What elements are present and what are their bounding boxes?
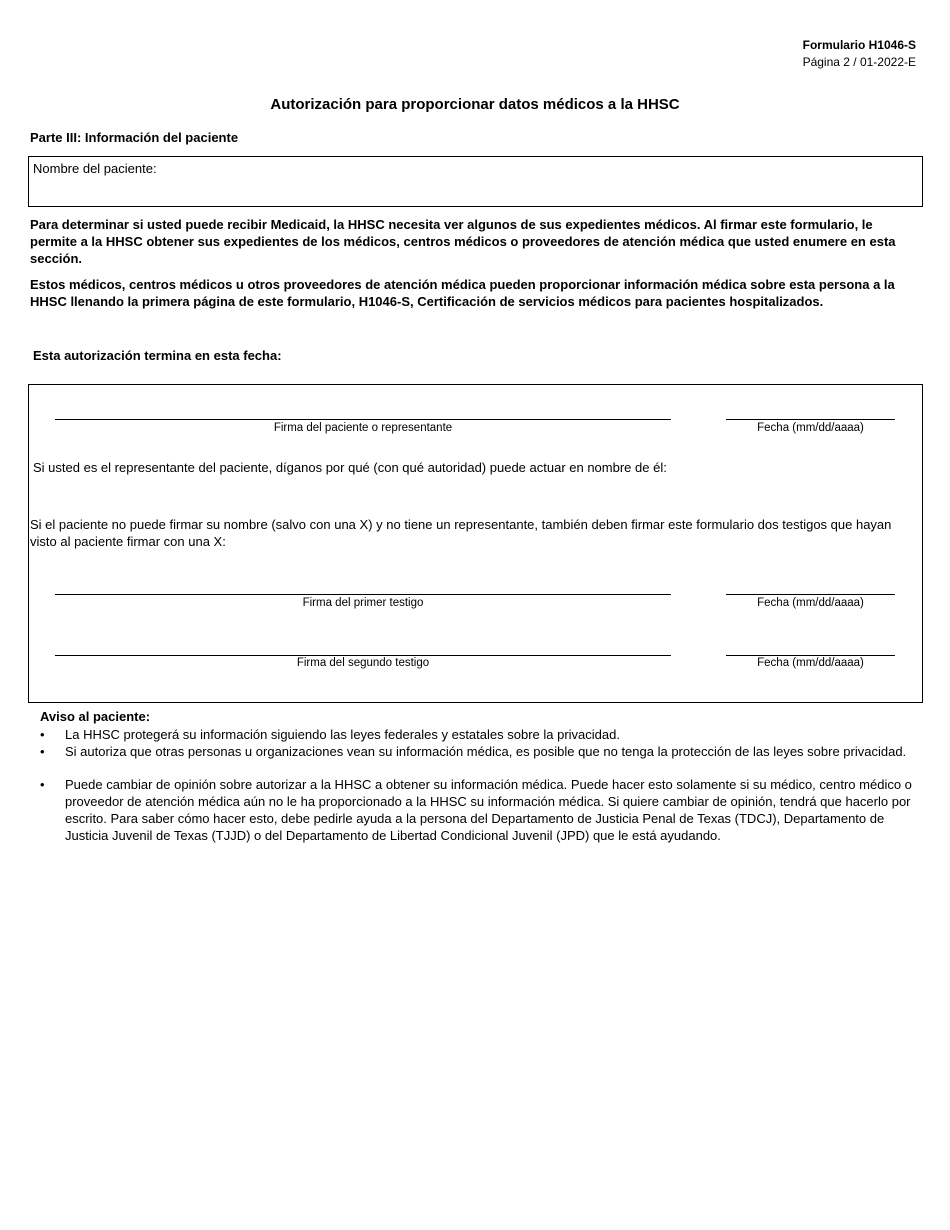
witness1-date-label: Fecha (mm/dd/aaaa) [757, 597, 864, 609]
witness1-date-line[interactable] [726, 594, 895, 595]
page-title: Autorización para proporcionar datos médicos a la HHSC [270, 96, 680, 113]
medicaid-paragraph: Para determinar si usted puede recibir Medicaid, la HHSC necesita ver algunos de sus expedientes médicos. Al firmar este formulario, le permite a la HHSC obtener sus expedientes de los médicos, centros médicos o proveedores de atención médica que usted enumere en esta sección. [30, 217, 896, 266]
notice-title: Aviso al paciente: [40, 709, 151, 724]
witness2-signature-line[interactable] [55, 655, 671, 656]
providers-paragraph: Estos médicos, centros médicos u otros proveedores de atención médica pueden proporcionar información médica sobre esta persona a la HHSC llenando la primera página de este formulario, H1046-S, Certificación de servicios médicos para pacientes hospitalizados. [30, 277, 895, 309]
patient-name-label: Nombre del paciente: [33, 161, 157, 176]
notice-item [40, 776, 920, 866]
patient-date-label: Fecha (mm/dd/aaaa) [757, 422, 864, 434]
form-id: Formulario H1046-S [802, 38, 916, 52]
notice-item [40, 743, 910, 777]
patient-signature-label: Firma del paciente o representante [273, 422, 453, 434]
patient-name-field[interactable] [28, 156, 923, 207]
notice-item-text: Si autoriza que otras personas u organizaciones vean su información médica, es posible que no tenga la protección de las leyes sobre privacidad. [65, 744, 907, 759]
section-heading: Parte III: Información del paciente [30, 130, 239, 145]
page-info: Página 2 / 01-2022-E [802, 55, 916, 69]
bullet-icon: • [40, 727, 45, 742]
notice-item [40, 726, 910, 743]
witness2-date-label: Fecha (mm/dd/aaaa) [757, 657, 864, 669]
patient-signature-line[interactable] [55, 419, 671, 420]
witness1-signature-line[interactable] [55, 594, 671, 595]
signature-section [28, 384, 923, 703]
bullet-icon: • [40, 777, 45, 792]
bullet-icon: • [40, 744, 45, 759]
representative-question: Si usted es el representante del paciente, díganos por qué (con qué autoridad) puede actuar en nombre de él: [33, 460, 667, 475]
patient-date-line[interactable] [726, 419, 895, 420]
witness2-signature-label: Firma del segundo testigo [296, 657, 430, 669]
witness2-date-line[interactable] [726, 655, 895, 656]
expiration-date-label: Esta autorización termina en esta fecha: [33, 348, 282, 363]
witness1-signature-label: Firma del primer testigo [302, 597, 424, 609]
notice-item-text: Puede cambiar de opinión sobre autorizar a la HHSC a obtener su información médica. Puede hacer esto solamente si su médico, centro médico o proveedor de atención médica aún no le ha proporcionado a la HHSC su información médica. Si quiere cambiar de opinión, tendrá que hacerlo por escrito. Para saber cómo hacer esto, debe pedirle ayuda a la persona del Departamento de Justicia Penal de Texas (TDCJ), Departamento de Justicia Juvenil de Texas (TJJD) o del Departamento de Libertad Condicional Juvenil (JPD) que le está ayudando. [65, 777, 912, 843]
witness-instruction: Si el paciente no puede firmar su nombre (salvo con una X) y no tiene un representante, también deben firmar este formulario dos testigos que hayan visto al paciente firmar con una X: [30, 517, 892, 549]
notice-item-text: La HHSC protegerá su información siguiendo las leyes federales y estatales sobre la privacidad. [65, 727, 620, 742]
